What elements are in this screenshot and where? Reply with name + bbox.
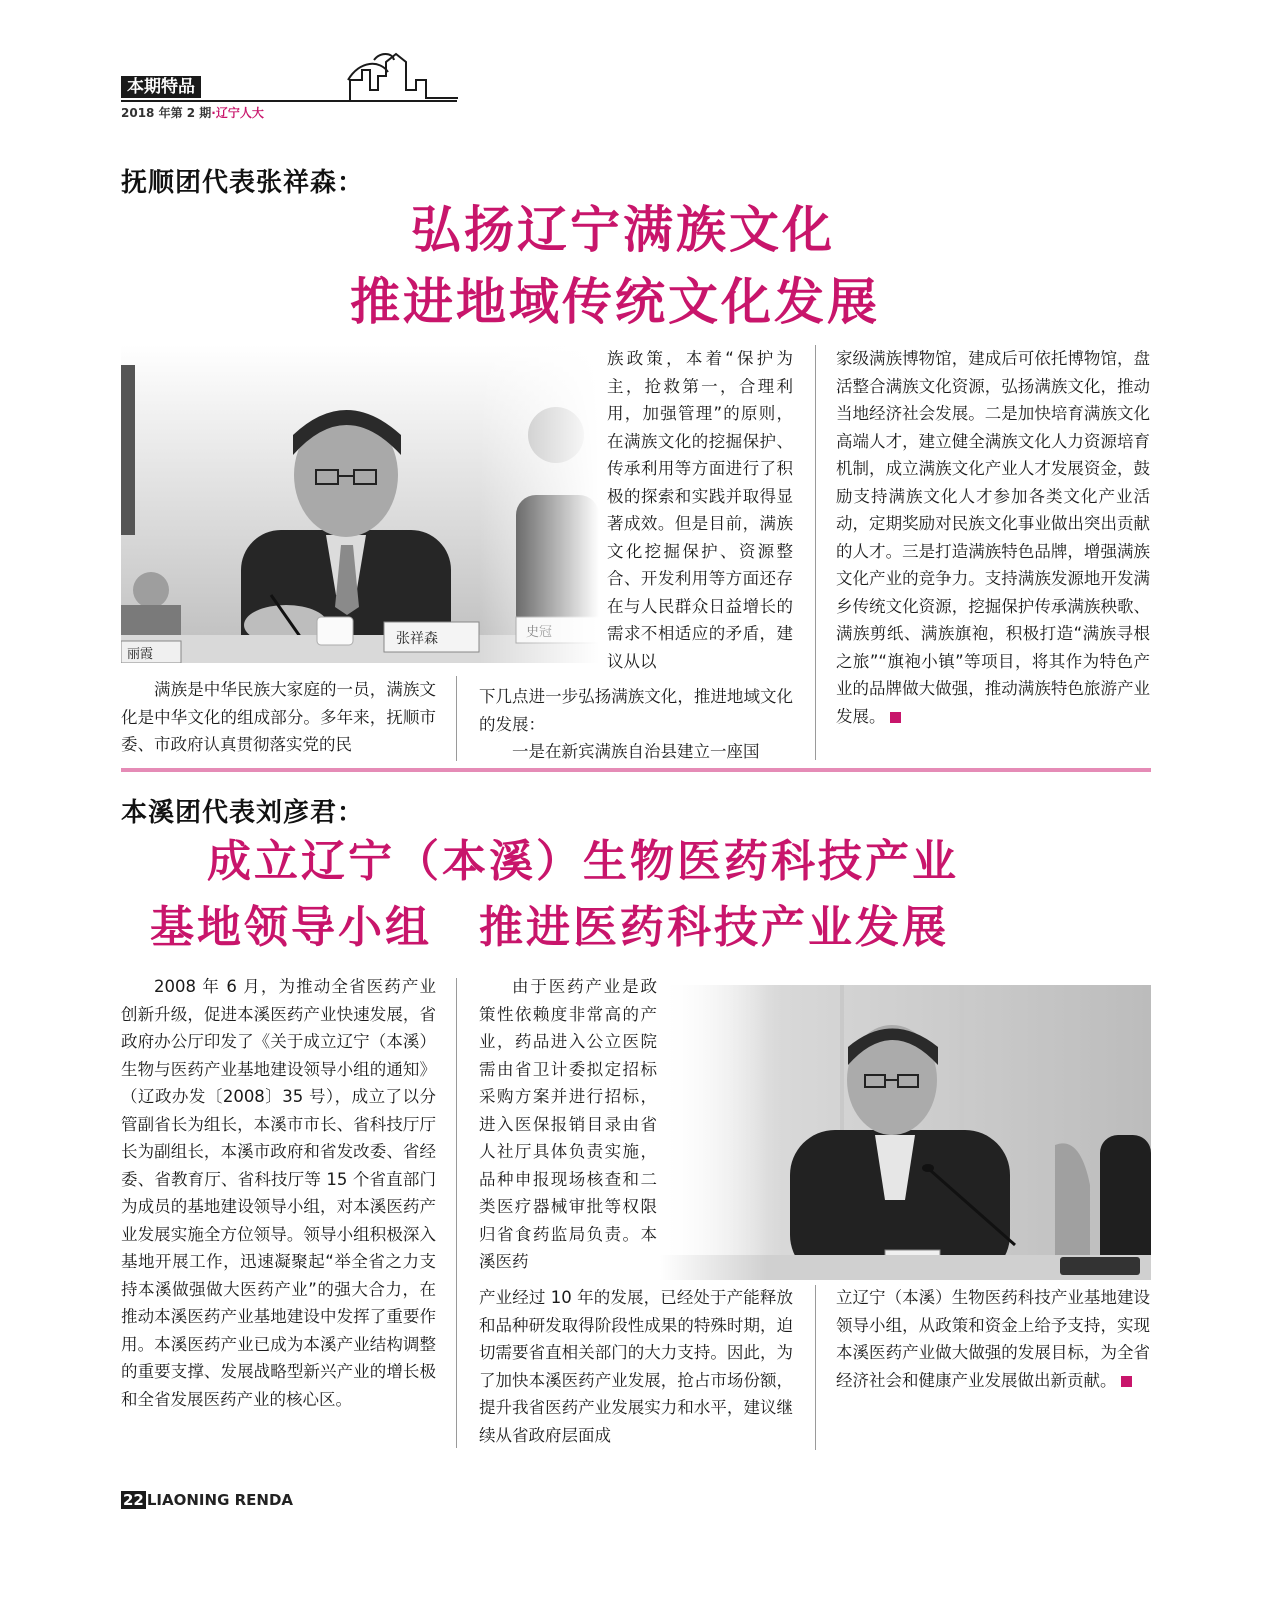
- article2-col2-top-text: 由于医药产业是政策性依赖度非常高的产业，药品进入公立医院需由省卫计委拟定招标采购方案并进行招标，进入医保报销目录由省人社厅具体负责实施，品种申报现场核查和二类医疗器械审批等权限归省食药监局负责。本溪医药: [479, 977, 657, 1271]
- section-tag: 本期特品: [121, 76, 201, 98]
- article1-photo: [121, 345, 599, 663]
- page-number: 22: [123, 1491, 144, 1509]
- article1-column2-bottom: [479, 683, 793, 766]
- end-mark-icon: [1121, 1376, 1132, 1387]
- article2-col1-text: 2008 年 6 月，为推动全省医药产业创新升级，促进本溪医药产业快速发展，省政府办公厅印发了《关于成立辽宁（本溪）生物与医药产业基地建设领导小组的通知》（辽政办发〔2008〕35 号），成立了以分管副省长为组长，本溪市市长、省科技厅厅长为副组长，本溪市政府和省发改委、省经委、省教育厅、省科技厅等 15 个省直部门为成员的基地建设领导小组，对本溪医药产业发展实施全方位领导。领导小组积极深入基地开展工作，迅速凝聚起“举全省之力支持本溪做强做大医药产业”的强大合力，在推动本溪医药产业基地建设中发挥了重要作用。本溪医药产业已成为本溪产业结构调整的重要支撑、发展战略型新兴产业的增长极和全省发展医药产业的核心区。: [121, 977, 436, 1409]
- magazine-name: LIAONING RENDA: [146, 1491, 294, 1509]
- article1-col1-text: 满族是中华民族大家庭的一员，满族文化是中华文化的组成部分。多年来，抚顺市委、市政府认真贯彻落实党的民: [121, 680, 436, 754]
- article2-headline-line1: 成立辽宁（本溪）生物医药科技产业: [207, 836, 959, 887]
- page-footer: [121, 1491, 293, 1509]
- article2-photo: [660, 985, 1151, 1280]
- issue-number: 2018 年第 2 期: [121, 106, 212, 120]
- article2-col2-bottom-text: 产业经过 10 年的发展，已经处于产能释放和品种研发取得阶段性成果的特殊时期，迫切需要省直相关部门的大力支持。因此，为了加快本溪医药产业发展，抢占市场份额，提升我省医药产业发展实力和水平，建议继续从省政府层面成: [479, 1288, 793, 1445]
- column-divider: [815, 345, 816, 760]
- article2-col3-text: 立辽宁（本溪）生物医药科技产业基地建设领导小组，从政策和资金上给予支持，实现本溪医药产业做大做强的发展目标，为全省经济社会和健康产业发展做出新贡献。: [836, 1288, 1150, 1390]
- column-divider: [815, 1285, 816, 1450]
- article2-column2-bottom: [479, 1284, 793, 1449]
- article2-headline-line2: 基地领导小组 推进医药科技产业发展: [150, 902, 949, 953]
- article2-column3: [836, 1284, 1150, 1394]
- article1-col2-bottom-text: 下几点进一步弘扬满族文化，推进地域文化的发展：: [479, 687, 793, 734]
- article1-col2-bottom-text2: 一是在新宾满族自治县建立一座国: [512, 742, 760, 761]
- publication-name: ·辽宁人大: [211, 106, 264, 120]
- column-divider: [456, 676, 457, 761]
- article1-column3: [836, 345, 1150, 730]
- end-mark-icon: [890, 712, 901, 723]
- article1-col3-text: 家级满族博物馆，建成后可依托博物馆，盘活整合满族文化资源，弘扬满族文化，推动当地经济社会发展。二是加快培育满族文化高端人才，建立健全满族文化人力资源培育机制，成立满族文化产业人才发展资金，鼓励支持满族文化人才参加各类文化产业活动，定期奖励对民族文化事业做出突出贡献的人才。三是打造满族特色品牌，增强满族文化产业的竞争力。支持满族发源地开发满乡传统文化资源，挖掘保护传承满族秧歌、满族剪纸、满族旗袍，积极打造“满族寻根之旅”“旗袍小镇”等项目，将其作为特色产业的品牌做大做强，推动满族特色旅游产业发展。: [836, 349, 1150, 726]
- column-divider: [456, 978, 457, 1448]
- article1-headline-line2: 推进地域传统文化发展: [350, 273, 880, 331]
- article1-col2-top-text: 族政策，本着“保护为主，抢救第一，合理利用，加强管理”的原则，在满族文化的挖掘保护、传承利用等方面进行了积极的探索和实践并取得显著成效。但是目前，满族文化挖掘保护、资源整合、开发利用等方面还存在与人民群众日益增长的需求不相适应的矛盾，建议从以: [607, 349, 793, 671]
- article2-column2-top: [479, 973, 657, 1276]
- article-separator: [121, 768, 1151, 772]
- article2-kicker: 本溪团代表刘彦君：: [121, 798, 365, 828]
- article1-column2-top: [607, 345, 793, 675]
- article2-column1: [121, 973, 436, 1413]
- article1-column1: [121, 676, 436, 759]
- article1-headline-line1: 弘扬辽宁满族文化: [411, 201, 835, 259]
- skyline-logo-icon: [340, 50, 460, 105]
- article1-kicker: 抚顺团代表张祥森：: [121, 168, 365, 198]
- issue-line: [121, 104, 264, 121]
